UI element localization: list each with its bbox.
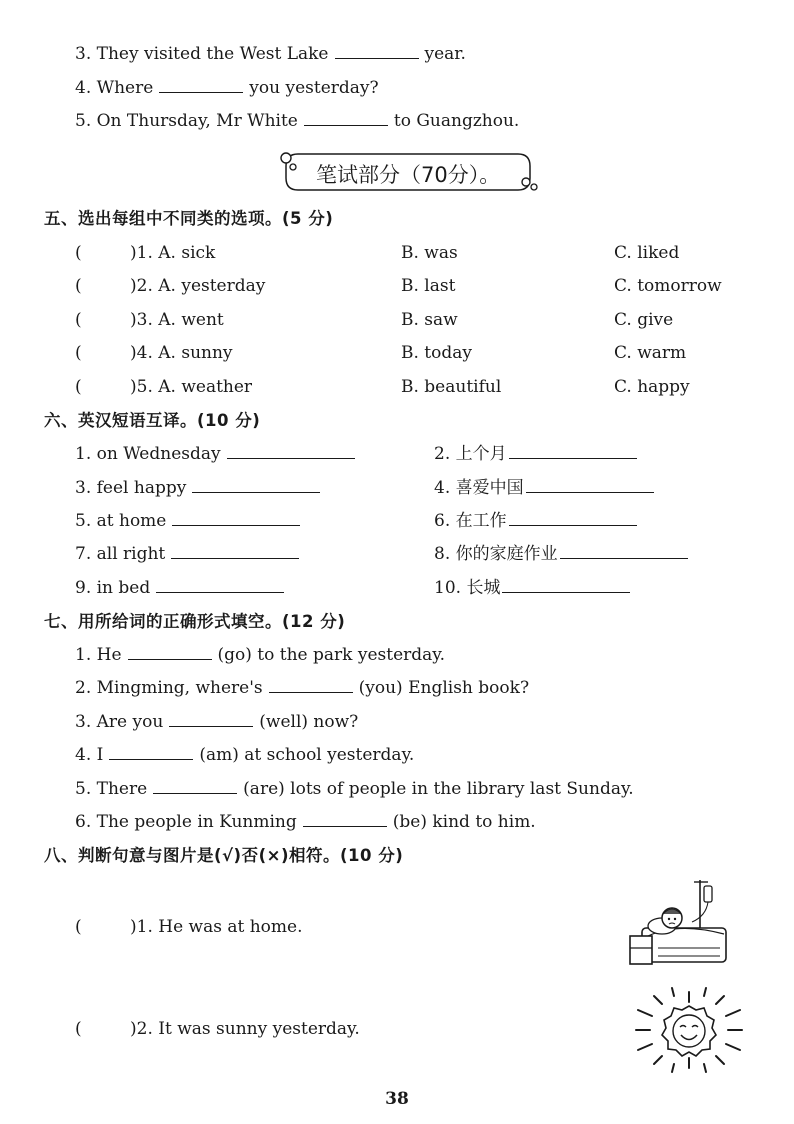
answer-paren[interactable]: (	[75, 1019, 82, 1039]
answer-blank[interactable]	[159, 78, 243, 93]
judge-item-text: )2. It was sunny yesterday.	[130, 1019, 360, 1039]
choice-a: )3. A. went	[130, 310, 224, 330]
section7-heading: 七、用所给词的正确形式填空。(12 分)	[44, 612, 346, 631]
fill-item-4	[75, 77, 379, 99]
choice-c: C. warm	[614, 343, 687, 363]
page-number: 38	[385, 1089, 409, 1109]
verb-item-text-before: 5. There	[75, 779, 148, 799]
smiling-sun-illustration	[630, 988, 748, 1072]
section6-heading: 六、英汉短语互译。(10 分)	[44, 411, 261, 430]
answer-blank[interactable]	[153, 779, 237, 794]
answer-blank[interactable]	[227, 444, 355, 459]
answer-blank[interactable]	[560, 544, 688, 559]
fill-item-text-before: 4. Where	[75, 78, 154, 98]
phrase-right-10	[434, 577, 636, 599]
phrase-right-8	[434, 543, 694, 565]
fill-item-text-before: 5. On Thursday, Mr White	[75, 111, 298, 131]
answer-blank[interactable]	[109, 745, 193, 760]
choice-row-3	[75, 309, 224, 331]
fill-item-text-after: year.	[424, 44, 466, 64]
answer-blank[interactable]	[526, 478, 654, 493]
verb-item-text-before: 1. He	[75, 645, 122, 665]
choice-b: B. saw	[401, 310, 458, 330]
choice-a: )1. A. sick	[130, 243, 216, 263]
judge-item-1	[75, 916, 303, 938]
answer-blank[interactable]	[335, 44, 419, 59]
section5-heading: 五、选出每组中不同类的选项。(5 分)	[44, 209, 334, 228]
answer-blank[interactable]	[509, 444, 637, 459]
answer-paren[interactable]: (	[75, 343, 82, 363]
choice-b: B. last	[401, 276, 456, 296]
answer-blank[interactable]	[172, 511, 300, 526]
phrase-left-7	[75, 543, 305, 565]
answer-blank[interactable]	[509, 511, 637, 526]
choice-b: B. today	[401, 343, 472, 363]
verb-item-5	[75, 778, 634, 800]
section8-heading: 八、判断句意与图片是(√)否(×)相符。(10 分)	[44, 846, 404, 865]
verb-item-text-before: 4. I	[75, 745, 104, 765]
answer-blank[interactable]	[502, 578, 630, 593]
choice-a: )4. A. sunny	[130, 343, 233, 363]
answer-blank[interactable]	[169, 712, 253, 727]
verb-item-text-before: 6. The people in Kunming	[75, 812, 297, 832]
answer-paren[interactable]: (	[75, 310, 82, 330]
answer-paren[interactable]: (	[75, 243, 82, 263]
phrase-right-6	[434, 510, 643, 532]
answer-blank[interactable]	[192, 478, 320, 493]
phrase-text: 3. feel happy	[75, 478, 187, 498]
phrase-text: 1. on Wednesday	[75, 444, 221, 464]
choice-row-1	[75, 242, 215, 264]
choice-c: C. happy	[614, 377, 690, 397]
verb-item-text-after: (am) at school yesterday.	[199, 745, 415, 765]
phrase-text: 5. at home	[75, 511, 167, 531]
verb-item-text-before: 2. Mingming, where's	[75, 678, 263, 698]
verb-item-3	[75, 711, 358, 733]
verb-item-2	[75, 677, 529, 699]
answer-blank[interactable]	[171, 544, 299, 559]
phrase-left-5	[75, 510, 306, 532]
verb-item-1	[75, 644, 445, 666]
verb-item-text-after: (be) kind to him.	[392, 812, 536, 832]
verb-item-text-before: 3. Are you	[75, 712, 164, 732]
fill-item-text-after: you yesterday?	[249, 78, 379, 98]
verb-item-text-after: (are) lots of people in the library last Sunday.	[243, 779, 634, 799]
verb-item-text-after: (you) English book?	[358, 678, 530, 698]
answer-paren[interactable]: (	[75, 377, 82, 397]
verb-item-text-after: (go) to the park yesterday.	[217, 645, 446, 665]
banner-title: 笔试部分（70分）。	[316, 163, 501, 187]
phrase-left-1	[75, 443, 361, 465]
choice-b: B. was	[401, 243, 458, 263]
fill-item-5	[75, 110, 519, 132]
verb-item-text-after: (well) now?	[259, 712, 359, 732]
choice-c: C. tomorrow	[614, 276, 722, 296]
choice-a: )5. A. weather	[130, 377, 253, 397]
choice-row-5	[75, 376, 252, 398]
judge-item-text: )1. He was at home.	[130, 917, 303, 937]
answer-blank[interactable]	[304, 111, 388, 126]
phrase-right-4	[434, 477, 660, 499]
fill-item-text-after: to Guangzhou.	[393, 111, 520, 131]
verb-item-6	[75, 811, 536, 833]
phrase-text: 6. 在工作	[434, 511, 507, 531]
phrase-right-2	[434, 443, 643, 465]
phrase-left-9	[75, 577, 290, 599]
answer-blank[interactable]	[156, 578, 284, 593]
fill-item-text-before: 3. They visited the West Lake	[75, 44, 329, 64]
phrase-text: 8. 你的家庭作业	[434, 544, 558, 564]
answer-blank[interactable]	[269, 678, 353, 693]
choice-row-4	[75, 342, 233, 364]
answer-blank[interactable]	[303, 812, 387, 827]
choice-a: )2. A. yesterday	[130, 276, 266, 296]
judge-item-2	[75, 1018, 360, 1040]
answer-paren[interactable]: (	[75, 917, 82, 937]
choice-b: B. beautiful	[401, 377, 502, 397]
verb-item-4	[75, 744, 414, 766]
fill-item-3	[75, 43, 466, 65]
phrase-text: 9. in bed	[75, 578, 151, 598]
choice-row-2	[75, 275, 265, 297]
phrase-text: 10. 长城	[434, 578, 501, 598]
phrase-text: 7. all right	[75, 544, 166, 564]
phrase-text: 4. 喜爱中国	[434, 478, 524, 498]
answer-paren[interactable]: (	[75, 276, 82, 296]
choice-c: C. give	[614, 310, 674, 330]
phrase-text: 2. 上个月	[434, 444, 507, 464]
section-banner	[278, 152, 536, 192]
answer-blank[interactable]	[128, 645, 212, 660]
phrase-left-3	[75, 477, 326, 499]
sick-in-hospital-bed-illustration	[628, 876, 730, 974]
choice-c: C. liked	[614, 243, 680, 263]
